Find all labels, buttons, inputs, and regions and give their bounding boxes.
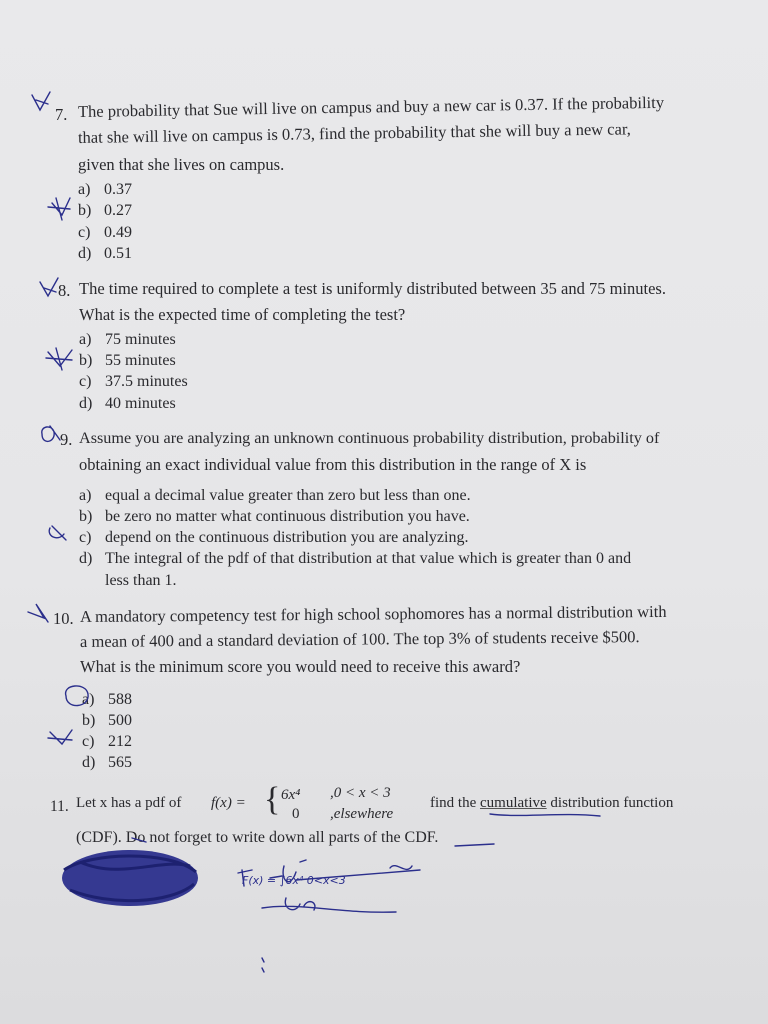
option-letter: a) [79,331,92,348]
option-letter: c) [79,529,92,546]
question-number: 7. [55,105,68,124]
q11-tail: find the cumulative distribution function [430,795,674,811]
option-letter: c) [79,373,92,390]
option-text: 588 [108,691,132,708]
option-text: 75 minutes [105,331,176,348]
circle-mark-q7b [48,198,70,220]
case-2-condition: ,elsewhere [330,806,394,822]
circle-mark-q8b [46,348,72,370]
option-c [78,222,132,244]
option-text: 500 [108,712,132,729]
option-letter: a) [78,181,91,198]
question-number: 9. [60,430,73,449]
option-text: The integral of the pdf of that distribution at that value which is greater than 0 and [105,550,632,567]
question-stem-line: A mandatory competency test for high school sophomores has a normal distribution with [79,601,667,626]
option-c [79,371,188,393]
fx-scrawl [238,860,420,886]
question-stem-line: What is the minimum score you would need to receive this award? [80,657,521,676]
option-text: 565 [108,754,132,771]
option-letter: d) [79,550,93,567]
case-2-expression: 0 [292,806,300,822]
grade-mark-q10 [28,604,48,622]
piecewise-brace: { [264,781,281,818]
option-letter: b) [78,202,92,219]
option-c [82,731,132,753]
option-letter: b) [82,712,96,729]
stray-mark [262,958,264,972]
option-d [79,393,176,415]
option-b [78,200,132,222]
q11-tail-text [430,795,673,812]
option-a [82,689,132,711]
option-b [79,350,176,372]
option-a [79,329,176,351]
question-stem-line: The probability that Sue will live on campus and buy a new car is 0.37. If the probability [77,92,665,121]
question-stem-line: given that she lives on campus. [78,155,285,174]
option-text: 0.51 [104,245,132,262]
q11-lead-text: Let x has a pdf of [76,795,182,811]
question-stem-line: Assume you are analyzing an unknown continuous probability distribution, probability of [79,429,660,447]
option-letter: d) [79,395,93,412]
grade-mark-q8 [40,278,58,296]
underlined-word: cumulative [480,795,547,811]
grade-mark-q9 [42,426,60,441]
underline-cumulative [490,814,600,816]
option-letter: c) [78,224,91,241]
option-b [82,710,132,732]
circle-mark-q9c [49,526,66,540]
option-d-continued [79,570,177,592]
option-d [78,243,132,265]
option-text: be zero no matter what continuous distribution you have. [105,508,470,525]
q11-line-2: (CDF). Do not forget to write down all parts of the CDF. [76,829,439,846]
option-a [78,179,132,201]
option-letter: b) [79,508,93,525]
circle-mark-q10c [48,730,72,744]
option-letter: d) [78,245,92,262]
option-text: depend on the continuous distribution you are analyzing. [105,529,469,546]
option-letter: b) [79,352,93,369]
option-d [82,752,132,774]
option-text: 55 minutes [105,352,176,369]
option-letter: a) [82,691,95,708]
option-text: less than 1. [105,572,177,589]
option-a [79,485,471,507]
option-letter: c) [82,733,95,750]
question-stem-line: obtaining an exact individual value from this distribution in the range of X is [79,455,587,474]
option-text: 0.49 [104,224,132,241]
question-stem-line: What is the expected time of completing the test? [79,305,406,324]
option-text: 0.37 [104,181,132,198]
question-number: 8. [58,281,71,300]
underline-cdf [455,844,494,846]
question-stem-line: a mean of 400 and a standard deviation of 100. The top 3% of students receive $500. [79,627,640,651]
grade-mark-q7 [32,92,50,110]
option-text: 0.27 [104,202,132,219]
option-text: 212 [108,733,132,750]
option-text: 40 minutes [105,395,176,412]
case-1-condition: ,0 < x < 3 [330,785,391,801]
option-c [79,527,468,549]
option-text: equal a decimal value greater than zero but less than one. [105,487,471,504]
fx-scrawl-text: F(x) = ∫6x⁴ 0<x<3 [242,874,346,887]
question-stem-line: The time required to complete a test is uniformly distributed between 35 and 75 minutes. [79,279,666,298]
bottom-scrawl [262,898,396,912]
option-d [79,548,631,570]
option-b [79,506,470,528]
question-number: 10. [53,609,74,628]
option-text: 37.5 minutes [105,373,188,390]
option-letter: d) [82,754,96,771]
q11-fx: f(x) = [211,795,246,811]
option-letter: a) [79,487,92,504]
case-1-expression: 6x⁴ [281,787,301,803]
question-number: 11. [50,798,69,815]
question-stem-line: that she will live on campus is 0.73, find the probability that she will buy a new car, [77,119,631,147]
scribble-blot [62,850,198,906]
